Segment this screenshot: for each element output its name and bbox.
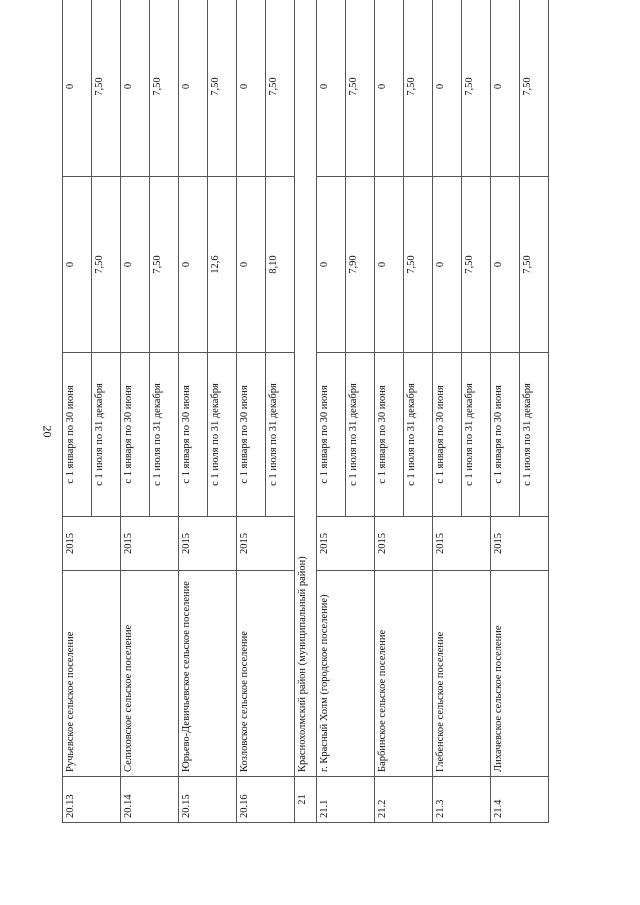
value-cell: 7,90 — [346, 177, 375, 353]
row-number: 20.14 — [121, 777, 179, 823]
row-number: 21.3 — [433, 777, 491, 823]
period-cell: с 1 июля по 31 декабря — [346, 353, 375, 517]
value-cell: 0 — [433, 177, 462, 353]
year-cell: 2015 — [237, 517, 295, 571]
value-cell: 7,50 — [404, 177, 433, 353]
period-cell: с 1 января по 30 июня — [237, 353, 266, 517]
period-cell: с 1 января по 30 июня — [63, 353, 92, 517]
value-cell: 7,50 — [462, 177, 491, 353]
table-row — [63, 0, 92, 823]
table-row — [317, 0, 346, 823]
year-cell: 2015 — [63, 517, 121, 571]
period-cell: с 1 июля по 31 декабря — [92, 353, 121, 517]
page-number: 20 — [40, 425, 55, 438]
value-cell: 0 — [491, 177, 520, 353]
row-number: 20.13 — [63, 777, 121, 823]
row-number: 21.4 — [491, 777, 549, 823]
row-number: 20.15 — [179, 777, 237, 823]
period-cell: с 1 января по 30 июня — [433, 353, 462, 517]
value-cell: 0 — [179, 0, 208, 177]
period-cell: с 1 января по 30 июня — [317, 353, 346, 517]
value-cell: 7,50 — [92, 177, 121, 353]
value-cell: 7,50 — [150, 177, 179, 353]
value-cell: 12,6 — [208, 177, 237, 353]
value-cell: 0 — [63, 0, 92, 177]
period-cell: с 1 июля по 31 декабря — [266, 353, 295, 517]
table-row — [179, 0, 208, 823]
value-cell: 7,50 — [520, 177, 549, 353]
value-cell: 7,50 — [208, 0, 237, 177]
value-cell: 0 — [317, 177, 346, 353]
tariff-table — [62, 0, 549, 823]
value-cell: 0 — [491, 0, 520, 177]
value-cell: 0 — [375, 177, 404, 353]
year-cell: 2015 — [375, 517, 433, 571]
settlement-name: Барбинское сельское поселение — [375, 571, 433, 777]
year-cell: 2015 — [179, 517, 237, 571]
value-cell: 0 — [375, 0, 404, 177]
table-row — [433, 0, 462, 823]
value-cell: 7,50 — [404, 0, 433, 177]
year-cell: 2015 — [491, 517, 549, 571]
settlement-name: Юрьево-Девичьевское сельское поселение — [179, 571, 237, 777]
value-cell: 0 — [237, 177, 266, 353]
period-cell: с 1 января по 30 июня — [121, 353, 150, 517]
value-cell: 7,50 — [266, 0, 295, 177]
value-cell: 7,50 — [150, 0, 179, 177]
value-cell: 0 — [121, 177, 150, 353]
period-cell: с 1 июля по 31 декабря — [462, 353, 491, 517]
value-cell: 0 — [317, 0, 346, 177]
period-cell: с 1 января по 30 июня — [179, 353, 208, 517]
period-cell: с 1 января по 30 июня — [491, 353, 520, 517]
value-cell: 8,10 — [266, 177, 295, 353]
value-cell: 0 — [121, 0, 150, 177]
settlement-name: Глебенское сельское поселение — [433, 571, 491, 777]
settlement-name: Селиховское сельское поселение — [121, 571, 179, 777]
table-row — [491, 0, 520, 823]
section-number: 21 — [295, 777, 317, 823]
table-row — [375, 0, 404, 823]
period-cell: с 1 июля по 31 декабря — [404, 353, 433, 517]
row-number: 21.2 — [375, 777, 433, 823]
settlement-name: г. Красный Холм (городское поселение) — [317, 571, 375, 777]
value-cell: 7,50 — [346, 0, 375, 177]
settlement-name: Ручьевское сельское поселение — [63, 571, 121, 777]
value-cell: 7,50 — [462, 0, 491, 177]
value-cell: 0 — [63, 177, 92, 353]
period-cell: с 1 июля по 31 декабря — [208, 353, 237, 517]
value-cell: 7,50 — [520, 0, 549, 177]
table-row — [237, 0, 266, 823]
table-row — [121, 0, 150, 823]
row-number: 21.1 — [317, 777, 375, 823]
period-cell: с 1 января по 30 июня — [375, 353, 404, 517]
value-cell: 0 — [179, 177, 208, 353]
period-cell: с 1 июля по 31 декабря — [150, 353, 179, 517]
value-cell: 0 — [237, 0, 266, 177]
value-cell: 7,50 — [92, 0, 121, 177]
year-cell: 2015 — [433, 517, 491, 571]
value-cell: 0 — [433, 0, 462, 177]
section-title: Краснохолмский район (муниципальный район) — [295, 0, 317, 777]
settlement-name: Лихачевское сельское поселение — [491, 571, 549, 777]
year-cell: 2015 — [121, 517, 179, 571]
row-number: 20.16 — [237, 777, 295, 823]
tariff-table-rotated — [62, 0, 549, 823]
year-cell: 2015 — [317, 517, 375, 571]
period-cell: с 1 июля по 31 декабря — [520, 353, 549, 517]
section-row — [295, 0, 317, 823]
settlement-name: Козловское сельское поселение — [237, 571, 295, 777]
